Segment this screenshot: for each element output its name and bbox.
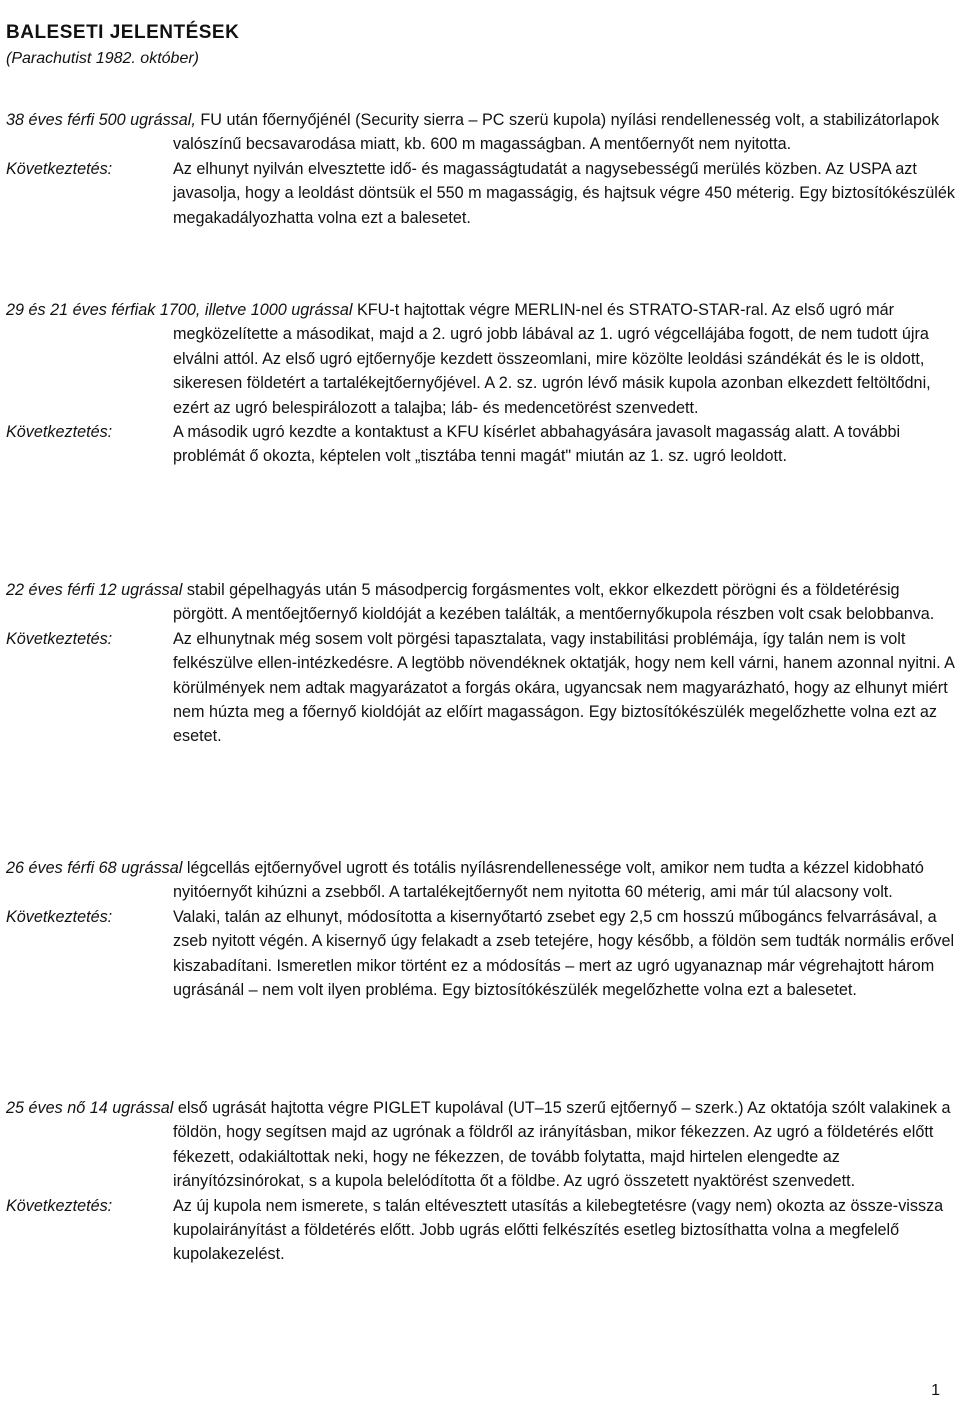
- report-text: légcellás ejtőernyővel ugrott és totális nyílásrendellenessége volt, amikor nem tudta a kézzel kidobható nyitóernyőt kihúzni a zsebből. A tartalékejtőernyőt nem nyitotta 60 méterig, ami már túl alacsony volt.: [173, 859, 924, 902]
- report-description: [6, 856, 956, 905]
- accident-report: [6, 578, 956, 749]
- report-lead: 26 éves férfi 68 ugrással: [6, 859, 183, 877]
- conclusion-text: A második ugró kezdte a kontaktust a KFU kísérlet abbahagyására javasolt magasság alatt. A további problémát ő okozta, képtelen volt „tisztába tenni magát" miután az 1. sz. ugró leoldott.: [173, 423, 901, 466]
- report-text: FU után főernyőjénél (Security sierra – PC szerü kupola) nyílási rendellenesség volt, a stabilizátorlapok valószínű becsavarodása miatt, kb. 600 m magasságban. A mentőernyőt nem nyitotta.: [173, 111, 940, 154]
- page-subtitle: (Parachutist 1982. október): [6, 50, 199, 67]
- report-conclusion: [6, 1194, 956, 1267]
- page-number: 1: [931, 1382, 940, 1399]
- conclusion-label: Következtetés:: [6, 159, 113, 178]
- accident-report: [6, 1096, 956, 1267]
- report-text: KFU-t hajtottak végre MERLIN-nel és STRATO-STAR-ral. Az első ugró már megközelítette a másodikat, majd a 2. ugró jobb lábával az 1. ugró végcellájába fogott, de nem tudott újra elválni attól. Az első ugró ejtőernyője kezdett összeomlani, mire közölte leoldási szándékát és le is oldott, sikeresen földetért a tartalékejtőernyőjével. A 2. sz. ugrón lévő másik kupola azonban elkezdett feltöltődni, ezért az ugró belespirálozott a talajba; láb- és medencetörést szenvedett.: [173, 301, 931, 417]
- report-text: első ugrását hajtotta végre PIGLET kupolával (UT–15 szerű ejtőernyő – szerk.) Az oktatója szólt valakinek a földön, hogy segítsen majd az ugrónak a földről az irányításban, mikor fékezzen. Az ugró a földetérés előtt fékezett, odakiáltottak neki, hogy ne fékezzen, de tovább folytatta, majd hirtelen elengedte az irányítózsinórokat, s a kupola belelódította őt a földbe. Az ugró összetett nyaktörést szenvedett.: [173, 1099, 951, 1191]
- conclusion-label: Következtetés:: [6, 907, 113, 926]
- report-description: [6, 1096, 956, 1194]
- accident-report: [6, 298, 956, 469]
- conclusion-label: Következtetés:: [6, 629, 113, 648]
- report-conclusion: [6, 627, 956, 749]
- report-description: [6, 108, 956, 157]
- report-description: [6, 578, 956, 627]
- report-lead: 25 éves nő 14 ugrással: [6, 1099, 174, 1117]
- conclusion-text: Valaki, talán az elhunyt, módosította a kisernyőtartó zsebet egy 2,5 cm hosszú műbogáncs felvarrásával, a zseb nyitott végén. A kisernyő úgy felakadt a zseb tetejére, hogy később, a földön sem tudták normális erővel kiszabadítani. Ismeretlen mikor történt ez a módosítás – mert az ugró ugyanaznap már végrehajtott három ugrásánál – nem volt ilyen probléma. Egy biztosítókészülék megelőzhette volna ezt a balesetet.: [173, 907, 955, 1000]
- report-lead: 29 és 21 éves férfiak 1700, illetve 1000 ugrással: [6, 301, 353, 319]
- report-lead: 22 éves férfi 12 ugrással: [6, 581, 183, 599]
- report-conclusion: [6, 420, 956, 469]
- report-description: [6, 298, 956, 420]
- accident-report: [6, 108, 956, 230]
- report-lead: 38 éves férfi 500 ugrással,: [6, 111, 196, 129]
- report-conclusion: [6, 905, 956, 1003]
- conclusion-text: Az elhunyt nyilván elvesztette idő- és magasságtudatát a nagysebességű merülés közben. Az USPA azt javasolja, hogy a leoldást döntsük el 550 m magasságig, és hajtsuk végre 450 méterig. Egy biztosítókészülék megakadályozhatta volna ezt a balesetet.: [173, 159, 955, 227]
- report-text: stabil gépelhagyás után 5 másodpercig forgásmentes volt, ekkor elkezdett pörögni és a földetérésig pörgött. A mentőejtőernyő kioldóját a kezében találták, a mentőernyőkupola részben volt csak belobbanva.: [173, 581, 935, 624]
- accident-report: [6, 856, 956, 1002]
- page-title: BALESETI JELENTÉSEK: [6, 22, 240, 43]
- conclusion-label: Következtetés:: [6, 1196, 113, 1215]
- conclusion-text: Az elhunytnak még sosem volt pörgési tapasztalata, vagy instabilitási problémája, így talán nem is volt felkészülve ellen-intézkedésre. A legtöbb növendéknek oktatják, hogy nem kell várni, hanem azonnal nyitni. A körülmények nem adtak magyarázatot a forgás okára, ugyancsak nem magyarázható, hogy az elhunyt miért nem húzta meg a főernyő kioldóját az előírt magasságon. Egy biztosítókészülék megelőzhette volna ezt az esetet.: [173, 629, 955, 746]
- report-conclusion: [6, 157, 956, 230]
- conclusion-label: Következtetés:: [6, 423, 113, 442]
- conclusion-text: Az új kupola nem ismerete, s talán eltévesztett utasítás a kilebegtetésre (vagy nem) okozta az össze-vissza kupolairányítást a földetérés előtt. Jobb ugrás előtti felkészítés esetleg biztosíthatta volna a megfelelő kupolakezelést.: [173, 1196, 944, 1264]
